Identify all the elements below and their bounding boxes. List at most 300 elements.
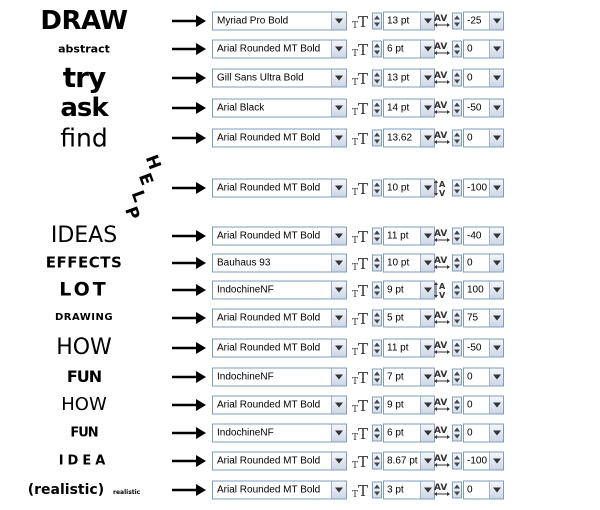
font-size-value: 13.62 xyxy=(387,132,413,144)
kerning-icon xyxy=(434,227,450,245)
tracking-field[interactable] xyxy=(463,281,504,300)
font-size-value: 8.67 pt xyxy=(387,455,418,467)
tracking-stepper[interactable] xyxy=(452,13,462,30)
font-size-field[interactable] xyxy=(383,281,435,300)
row-lot xyxy=(0,278,600,302)
font-size-stepper[interactable] xyxy=(372,397,382,414)
arrow-right-icon xyxy=(172,455,206,467)
sample-word-group xyxy=(0,483,168,497)
arrow-right-icon xyxy=(172,132,206,144)
font-size-stepper[interactable] xyxy=(372,180,382,197)
font-size-stepper[interactable] xyxy=(372,482,382,499)
chevron-down-icon[interactable] xyxy=(489,282,503,299)
row-draw xyxy=(0,8,600,34)
tracking-stepper[interactable] xyxy=(452,425,462,442)
arrow-right-icon xyxy=(172,230,206,242)
chevron-down-icon[interactable] xyxy=(331,482,346,499)
svg-text:T: T xyxy=(352,348,359,356)
font-size-field[interactable] xyxy=(383,99,435,118)
font-size-value: 6 pt xyxy=(387,427,404,439)
font-family-select[interactable] xyxy=(212,452,347,471)
chevron-down-icon[interactable] xyxy=(331,369,346,386)
chevron-down-icon[interactable] xyxy=(420,453,434,470)
font-family-select[interactable] xyxy=(212,227,347,246)
font-family-value: Gill Sans Ultra Bold xyxy=(217,72,304,84)
sample-word: (realistic) xyxy=(27,482,105,498)
chevron-down-icon[interactable] xyxy=(420,228,434,245)
chevron-down-icon[interactable] xyxy=(489,130,503,147)
font-family-value: Arial Rounded MT Bold xyxy=(217,43,321,55)
svg-text:T: T xyxy=(352,433,359,441)
tracking-stepper[interactable] xyxy=(452,255,462,272)
tracking-stepper[interactable] xyxy=(452,70,462,87)
font-size-icon xyxy=(352,100,370,116)
font-size-value: 3 pt xyxy=(387,484,404,496)
sample-word: DRAWING xyxy=(54,312,114,323)
chevron-down-icon[interactable] xyxy=(331,397,346,414)
svg-text:AV: AV xyxy=(434,131,448,141)
tracking-value: 0 xyxy=(467,72,473,84)
font-family-value: Arial Black xyxy=(217,102,265,114)
font-family-value: Arial Rounded MT Bold xyxy=(217,484,321,496)
font-family-value: Arial Rounded MT Bold xyxy=(217,230,321,242)
chevron-down-icon[interactable] xyxy=(331,282,346,299)
arrow-right-icon xyxy=(172,43,206,55)
svg-text:T: T xyxy=(352,21,359,29)
tracking-stepper[interactable] xyxy=(452,130,462,147)
tracking-field[interactable] xyxy=(463,179,504,198)
font-family-value: Arial Rounded MT Bold xyxy=(217,312,321,324)
svg-text:T: T xyxy=(352,461,359,469)
font-size-field[interactable] xyxy=(383,179,435,198)
svg-text:AV: AV xyxy=(434,426,448,436)
row-try xyxy=(0,61,600,94)
arrow-right-icon xyxy=(172,399,206,411)
chevron-down-icon[interactable] xyxy=(489,70,503,87)
tracking-field[interactable] xyxy=(463,69,504,88)
font-size-stepper[interactable] xyxy=(372,310,382,327)
kerning-icon xyxy=(434,424,450,442)
tracking-field[interactable] xyxy=(463,309,504,328)
svg-text:AV: AV xyxy=(434,14,448,24)
arrow-right-icon xyxy=(172,342,206,354)
chevron-down-icon[interactable] xyxy=(420,130,434,147)
svg-text:T: T xyxy=(358,425,369,441)
tracking-stepper[interactable] xyxy=(452,228,462,245)
arrow-right-icon xyxy=(172,371,206,383)
sample-word: find xyxy=(60,123,108,153)
svg-text:AV: AV xyxy=(434,370,448,380)
svg-text:T: T xyxy=(352,405,359,413)
chevron-down-icon[interactable] xyxy=(420,180,434,197)
font-family-value: IndochineNF xyxy=(217,371,274,383)
chevron-down-icon[interactable] xyxy=(420,397,434,414)
svg-text:T: T xyxy=(358,13,369,29)
chevron-down-icon[interactable] xyxy=(331,180,346,197)
font-size-field[interactable] xyxy=(383,69,435,88)
svg-text:T: T xyxy=(352,236,359,244)
font-family-select[interactable] xyxy=(212,40,347,59)
tracking-stepper[interactable] xyxy=(452,41,462,58)
chevron-down-icon[interactable] xyxy=(489,180,503,197)
chevron-down-icon[interactable] xyxy=(420,482,434,499)
font-size-value: 13 pt xyxy=(387,15,410,27)
svg-text:T: T xyxy=(352,188,359,196)
svg-text:T: T xyxy=(352,78,359,86)
svg-text:T: T xyxy=(358,482,369,498)
chevron-down-icon[interactable] xyxy=(331,70,346,87)
arrow-right-icon xyxy=(172,484,206,496)
chevron-down-icon[interactable] xyxy=(420,13,434,30)
tracking-value: 75 xyxy=(467,312,479,324)
kerning-icon xyxy=(434,40,450,58)
font-family-select[interactable] xyxy=(212,481,347,500)
tracking-stepper[interactable] xyxy=(452,310,462,327)
chevron-down-icon[interactable] xyxy=(489,255,503,272)
font-size-stepper[interactable] xyxy=(372,13,382,30)
tracking-value: -50 xyxy=(467,342,482,354)
font-size-stepper[interactable] xyxy=(372,282,382,299)
chevron-down-icon[interactable] xyxy=(420,310,434,327)
font-size-value: 9 pt xyxy=(387,399,404,411)
tracking-field[interactable] xyxy=(463,396,504,415)
help-letter-h: H xyxy=(140,152,165,173)
tracking-field[interactable] xyxy=(463,227,504,246)
chevron-down-icon[interactable] xyxy=(489,397,503,414)
font-size-value: 7 pt xyxy=(387,371,404,383)
row-realistic xyxy=(0,478,600,502)
tracking-value: -50 xyxy=(467,102,482,114)
font-family-select[interactable] xyxy=(212,99,347,118)
svg-text:T: T xyxy=(352,138,359,146)
tracking-stepper[interactable] xyxy=(452,180,462,197)
tracking-stepper[interactable] xyxy=(452,482,462,499)
font-family-select[interactable] xyxy=(212,12,347,31)
svg-text:T: T xyxy=(352,318,359,326)
font-size-value: 5 pt xyxy=(387,312,404,324)
font-size-value: 10 pt xyxy=(387,257,410,269)
row-find xyxy=(0,124,600,152)
sample-word: LOT xyxy=(59,278,109,301)
chevron-down-icon[interactable] xyxy=(489,100,503,117)
font-family-select[interactable] xyxy=(212,69,347,88)
sample-word: FUN xyxy=(66,367,102,386)
tracking-field[interactable] xyxy=(463,254,504,273)
svg-text:AV: AV xyxy=(434,256,448,266)
font-size-stepper[interactable] xyxy=(372,340,382,357)
tracking-value: 0 xyxy=(467,257,473,269)
chevron-down-icon[interactable] xyxy=(331,13,346,30)
font-size-field[interactable] xyxy=(383,40,435,59)
font-size-field[interactable] xyxy=(383,227,435,246)
font-family-value: IndochineNF xyxy=(217,427,274,439)
svg-text:AV: AV xyxy=(434,454,448,464)
font-size-stepper[interactable] xyxy=(372,255,382,272)
row-idea xyxy=(0,449,600,473)
tracking-field[interactable] xyxy=(463,481,504,500)
help-letter-e: E xyxy=(133,170,157,189)
sample-word: DRAW xyxy=(40,6,128,36)
svg-text:A: A xyxy=(439,282,446,291)
svg-text:T: T xyxy=(358,255,369,271)
chevron-down-icon[interactable] xyxy=(489,310,503,327)
font-size-value: 9 pt xyxy=(387,284,404,296)
font-size-field[interactable] xyxy=(383,452,435,471)
chevron-down-icon[interactable] xyxy=(489,369,503,386)
svg-text:T: T xyxy=(352,377,359,385)
font-family-value: Arial Rounded MT Bold xyxy=(217,182,321,194)
tracking-field[interactable] xyxy=(463,452,504,471)
row-help xyxy=(0,154,600,222)
font-size-icon xyxy=(352,425,370,441)
chevron-down-icon[interactable] xyxy=(489,13,503,30)
tracking-stepper[interactable] xyxy=(452,282,462,299)
tracking-field[interactable] xyxy=(463,12,504,31)
kerning-icon xyxy=(434,129,450,147)
sample-word: EFFECTS xyxy=(45,253,123,272)
svg-text:T: T xyxy=(358,130,369,146)
tracking-stepper[interactable] xyxy=(452,453,462,470)
chevron-down-icon[interactable] xyxy=(489,482,503,499)
row-how-small xyxy=(0,392,600,418)
svg-text:AV: AV xyxy=(434,311,448,321)
font-size-field[interactable] xyxy=(383,339,435,358)
chevron-down-icon[interactable] xyxy=(420,100,434,117)
font-size-icon xyxy=(352,228,370,244)
svg-text:T: T xyxy=(358,100,369,116)
svg-text:AV: AV xyxy=(434,341,448,351)
tracking-stepper[interactable] xyxy=(452,397,462,414)
font-family-value: Arial Rounded MT Bold xyxy=(217,342,321,354)
font-size-icon xyxy=(352,130,370,146)
font-size-field[interactable] xyxy=(383,424,435,443)
tracking-value: -40 xyxy=(467,230,482,242)
row-abstract xyxy=(0,38,600,60)
tracking-stepper[interactable] xyxy=(452,100,462,117)
tracking-field[interactable] xyxy=(463,424,504,443)
svg-text:T: T xyxy=(358,228,369,244)
font-size-field[interactable] xyxy=(383,481,435,500)
font-family-value: Arial Rounded MT Bold xyxy=(217,132,321,144)
font-family-select[interactable] xyxy=(212,309,347,328)
row-drawing xyxy=(0,306,600,330)
svg-text:AV: AV xyxy=(434,398,448,408)
arrow-right-icon xyxy=(172,72,206,84)
chevron-down-icon[interactable] xyxy=(489,453,503,470)
chevron-down-icon[interactable] xyxy=(331,130,346,147)
sample-word: abstract xyxy=(58,42,110,56)
kerning-icon xyxy=(434,12,450,30)
tracking-field[interactable] xyxy=(463,129,504,148)
svg-text:T: T xyxy=(358,70,369,86)
font-size-value: 13 pt xyxy=(387,72,410,84)
help-letter-p: P xyxy=(120,204,144,223)
chevron-down-icon[interactable] xyxy=(489,228,503,245)
kerning-icon xyxy=(434,339,450,357)
row-ideas xyxy=(0,222,600,250)
kerning-icon xyxy=(434,69,450,87)
font-family-select[interactable] xyxy=(212,254,347,273)
svg-text:T: T xyxy=(358,340,369,356)
row-how xyxy=(0,334,600,362)
font-size-stepper[interactable] xyxy=(372,369,382,386)
kerning-icon xyxy=(434,481,450,499)
font-size-stepper[interactable] xyxy=(372,130,382,147)
tracking-field[interactable] xyxy=(463,368,504,387)
chevron-down-icon[interactable] xyxy=(331,340,346,357)
font-family-select[interactable] xyxy=(212,179,347,198)
row-fun-small xyxy=(0,421,600,445)
font-family-value: Myriad Pro Bold xyxy=(217,15,289,27)
font-size-icon xyxy=(352,453,370,469)
chevron-down-icon[interactable] xyxy=(331,41,346,58)
sample-word-help xyxy=(115,152,165,223)
svg-text:T: T xyxy=(358,180,369,196)
chevron-down-icon[interactable] xyxy=(489,41,503,58)
baseline-shift-icon xyxy=(434,179,450,197)
font-size-icon xyxy=(352,282,370,298)
font-size-field[interactable] xyxy=(383,254,435,273)
font-family-select[interactable] xyxy=(212,129,347,148)
font-size-icon xyxy=(352,255,370,271)
chevron-down-icon[interactable] xyxy=(489,340,503,357)
svg-text:AV: AV xyxy=(434,42,448,52)
font-family-value: IndochineNF xyxy=(217,284,274,296)
tracking-stepper[interactable] xyxy=(452,340,462,357)
font-size-value: 6 pt xyxy=(387,43,404,55)
font-size-stepper[interactable] xyxy=(372,70,382,87)
svg-text:T: T xyxy=(358,41,369,57)
font-size-icon xyxy=(352,482,370,498)
chevron-down-icon[interactable] xyxy=(420,340,434,357)
chevron-down-icon[interactable] xyxy=(420,255,434,272)
svg-text:V: V xyxy=(439,291,446,299)
svg-text:T: T xyxy=(358,310,369,326)
font-family-select[interactable] xyxy=(212,424,347,443)
svg-text:AV: AV xyxy=(434,101,448,111)
svg-text:T: T xyxy=(352,108,359,116)
svg-text:T: T xyxy=(358,369,369,385)
chevron-down-icon[interactable] xyxy=(420,369,434,386)
sample-word: FUN xyxy=(70,425,98,441)
arrow-right-icon xyxy=(172,284,206,296)
font-size-value: 11 pt xyxy=(387,230,409,242)
tracking-value: 0 xyxy=(467,43,473,55)
sample-word: HOW xyxy=(61,394,107,415)
kerning-icon xyxy=(434,309,450,327)
sample-word: HOW xyxy=(56,335,112,360)
sample-word: IDEA xyxy=(58,453,110,469)
font-family-value: Bauhaus 93 xyxy=(217,257,271,269)
font-size-icon xyxy=(352,340,370,356)
tracking-value: 0 xyxy=(467,371,473,383)
font-size-field[interactable] xyxy=(383,12,435,31)
font-size-field[interactable] xyxy=(383,309,435,328)
chevron-down-icon[interactable] xyxy=(420,282,434,299)
baseline-shift-icon xyxy=(434,281,450,299)
help-letter-l: L xyxy=(126,187,150,205)
svg-text:AV: AV xyxy=(434,71,448,81)
kerning-icon xyxy=(434,99,450,117)
kerning-icon xyxy=(434,254,450,272)
chevron-down-icon[interactable] xyxy=(420,425,434,442)
tracking-value: 100 xyxy=(467,284,484,296)
chevron-down-icon[interactable] xyxy=(331,255,346,272)
font-size-field[interactable] xyxy=(383,129,435,148)
kerning-icon xyxy=(434,368,450,386)
tracking-stepper[interactable] xyxy=(452,369,462,386)
chevron-down-icon[interactable] xyxy=(420,70,434,87)
svg-text:AV: AV xyxy=(434,229,448,239)
tracking-value: 0 xyxy=(467,427,473,439)
svg-text:AV: AV xyxy=(434,483,448,493)
font-family-value: Arial Rounded MT Bold xyxy=(217,399,321,411)
chevron-down-icon[interactable] xyxy=(331,100,346,117)
svg-text:T: T xyxy=(358,453,369,469)
font-family-select[interactable] xyxy=(212,281,347,300)
svg-text:A: A xyxy=(439,180,446,189)
font-size-stepper[interactable] xyxy=(372,41,382,58)
chevron-down-icon[interactable] xyxy=(331,425,346,442)
chevron-down-icon[interactable] xyxy=(331,228,346,245)
font-size-icon xyxy=(352,70,370,86)
sample-word: IDEAS xyxy=(50,223,118,248)
font-size-stepper[interactable] xyxy=(372,453,382,470)
svg-text:T: T xyxy=(352,290,359,298)
chevron-down-icon[interactable] xyxy=(420,41,434,58)
arrow-right-icon xyxy=(172,257,206,269)
font-family-select[interactable] xyxy=(212,339,347,358)
svg-text:V: V xyxy=(439,189,446,197)
tracking-field[interactable] xyxy=(463,40,504,59)
svg-text:T: T xyxy=(352,49,359,57)
sample-word: ask xyxy=(60,93,108,123)
font-family-select[interactable] xyxy=(212,368,347,387)
svg-text:T: T xyxy=(352,490,359,498)
svg-text:T: T xyxy=(358,397,369,413)
font-size-stepper[interactable] xyxy=(372,425,382,442)
font-size-value: 10 pt xyxy=(387,182,410,194)
tracking-field[interactable] xyxy=(463,339,504,358)
arrow-right-icon xyxy=(172,182,206,194)
font-size-icon xyxy=(352,369,370,385)
arrow-right-icon xyxy=(172,15,206,27)
svg-text:T: T xyxy=(358,282,369,298)
chevron-down-icon[interactable] xyxy=(489,425,503,442)
font-size-field[interactable] xyxy=(383,396,435,415)
chevron-down-icon[interactable] xyxy=(331,310,346,327)
row-ask xyxy=(0,94,600,122)
font-size-stepper[interactable] xyxy=(372,100,382,117)
tracking-value: 0 xyxy=(467,132,473,144)
kerning-icon xyxy=(434,396,450,414)
chevron-down-icon[interactable] xyxy=(331,453,346,470)
font-family-value: Arial Rounded MT Bold xyxy=(217,455,321,467)
font-size-stepper[interactable] xyxy=(372,228,382,245)
font-size-field[interactable] xyxy=(383,368,435,387)
tracking-value: -100 xyxy=(467,455,488,467)
font-size-value: 14 pt xyxy=(387,102,410,114)
arrow-right-icon xyxy=(172,312,206,324)
row-fun xyxy=(0,364,600,390)
tracking-value: -25 xyxy=(467,15,482,27)
kerning-icon xyxy=(434,452,450,470)
tracking-field[interactable] xyxy=(463,99,504,118)
arrow-right-icon xyxy=(172,102,206,114)
sample-word: try xyxy=(62,61,106,94)
font-size-icon xyxy=(352,41,370,57)
font-family-select[interactable] xyxy=(212,396,347,415)
